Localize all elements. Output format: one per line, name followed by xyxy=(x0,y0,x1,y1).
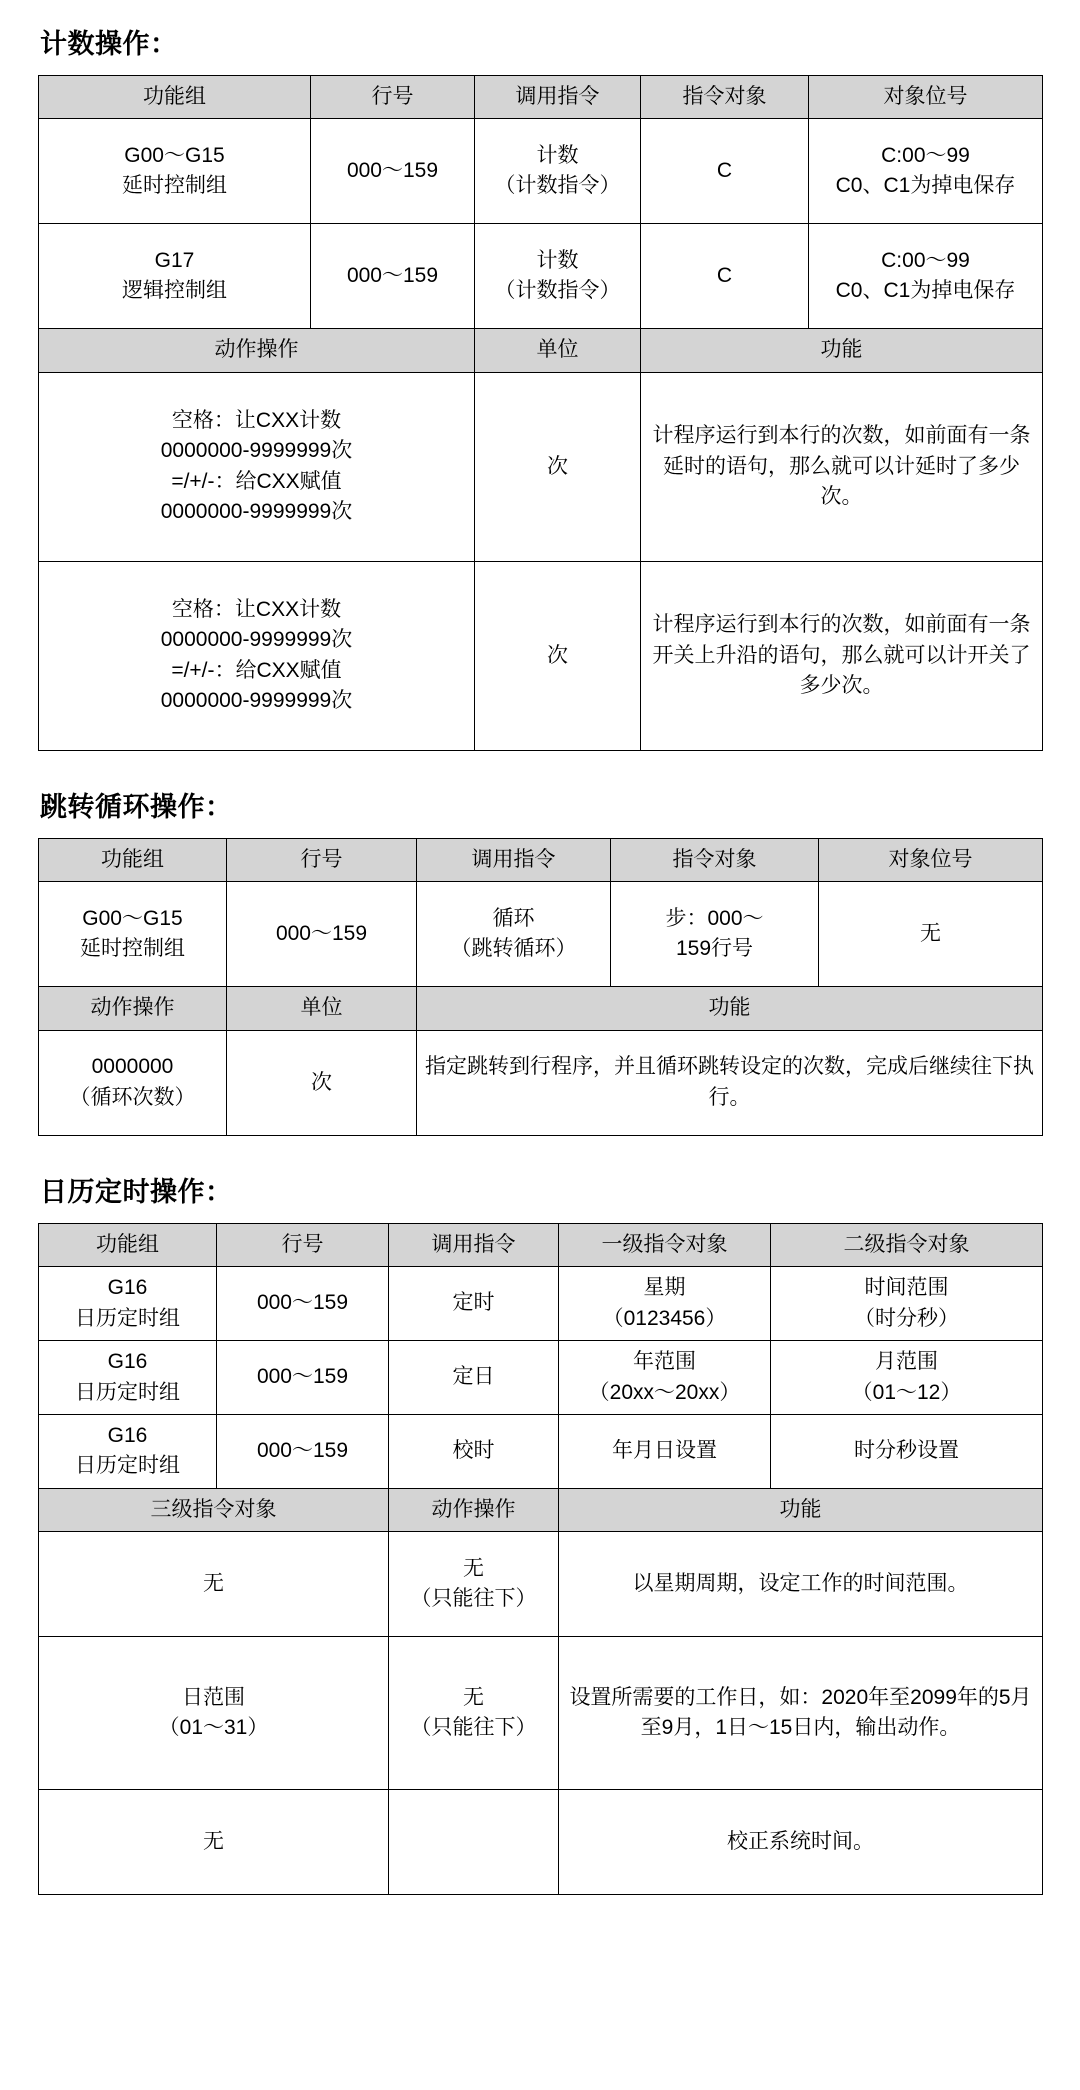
col-header-action: 动作操作 xyxy=(39,987,227,1030)
cell-function: 指定跳转到行程序，并且循环跳转设定的次数，完成后继续往下执行。 xyxy=(417,1030,1043,1135)
col-header-level3-object: 三级指令对象 xyxy=(39,1488,389,1531)
table-header-row xyxy=(39,838,1043,881)
cell-object-level2: 时分秒设置 xyxy=(771,1414,1043,1488)
cell-group: G17 逻辑控制组 xyxy=(39,224,311,329)
cell-function: 以星期周期，设定工作的时间范围。 xyxy=(559,1532,1043,1637)
table-row xyxy=(39,1341,1043,1415)
table-row xyxy=(39,1267,1043,1341)
table-header-row xyxy=(39,76,1043,119)
jump-loop-table xyxy=(38,838,1043,1136)
counting-table xyxy=(38,75,1043,751)
cell-bit: C:00～99 C0、C1为掉电保存 xyxy=(809,119,1043,224)
col-header-function-group: 功能组 xyxy=(39,838,227,881)
section-title-jump-loop: 跳转循环操作： xyxy=(40,791,233,822)
cell-line: 000～159 xyxy=(227,882,417,987)
col-header-line-number: 行号 xyxy=(217,1223,389,1266)
cell-action: 空格：让CXX计数 0000000-9999999次 =/+/-：给CXX赋值 0000000-9999999次 xyxy=(39,372,475,561)
cell-object: C xyxy=(641,119,809,224)
col-header-function-group: 功能组 xyxy=(39,76,311,119)
cell-line: 000～159 xyxy=(311,119,475,224)
table-subheader-row xyxy=(39,987,1043,1030)
cell-object-level1: 年月日设置 xyxy=(559,1414,771,1488)
cell-action xyxy=(389,1790,559,1895)
cell-instruction: 校时 xyxy=(389,1414,559,1488)
cell-group: G16 日历定时组 xyxy=(39,1267,217,1341)
col-header-line-number: 行号 xyxy=(311,76,475,119)
cell-instruction: 计数 （计数指令） xyxy=(475,119,641,224)
cell-function: 计程序运行到本行的次数，如前面有一条延时的语句，那么就可以计延时了多少次。 xyxy=(641,372,1043,561)
col-header-instruction-object: 指令对象 xyxy=(611,838,819,881)
cell-instruction: 计数 （计数指令） xyxy=(475,224,641,329)
cell-object-level2: 时间范围 （时分秒） xyxy=(771,1267,1043,1341)
cell-object-level1: 年范围 （20xx～20xx） xyxy=(559,1341,771,1415)
cell-unit: 次 xyxy=(475,372,641,561)
table-row xyxy=(39,561,1043,750)
table-row xyxy=(39,1790,1043,1895)
cell-instruction: 循环 （跳转循环） xyxy=(417,882,611,987)
cell-line: 000～159 xyxy=(311,224,475,329)
col-header-call-instruction: 调用指令 xyxy=(389,1223,559,1266)
cell-instruction: 定时 xyxy=(389,1267,559,1341)
cell-line: 000～159 xyxy=(217,1267,389,1341)
cell-unit: 次 xyxy=(475,561,641,750)
cell-instruction: 定日 xyxy=(389,1341,559,1415)
calendar-timer-table xyxy=(38,1223,1043,1896)
table-row xyxy=(39,1637,1043,1790)
cell-unit: 次 xyxy=(227,1030,417,1135)
table-subheader-row xyxy=(39,329,1043,372)
cell-object: 步：000～ 159行号 xyxy=(611,882,819,987)
table-row xyxy=(39,119,1043,224)
cell-function: 计程序运行到本行的次数，如前面有一条开关上升沿的语句，那么就可以计开关了多少次。 xyxy=(641,561,1043,750)
table-row xyxy=(39,1532,1043,1637)
col-header-line-number: 行号 xyxy=(227,838,417,881)
col-header-call-instruction: 调用指令 xyxy=(417,838,611,881)
col-header-level2-object: 二级指令对象 xyxy=(771,1223,1043,1266)
col-header-unit: 单位 xyxy=(475,329,641,372)
cell-line: 000～159 xyxy=(217,1341,389,1415)
col-header-function-group: 功能组 xyxy=(39,1223,217,1266)
section-title-calendar-timer: 日历定时操作： xyxy=(40,1176,233,1207)
col-header-object-bit: 对象位号 xyxy=(819,838,1043,881)
col-header-unit: 单位 xyxy=(227,987,417,1030)
cell-group: G00～G15 延时控制组 xyxy=(39,119,311,224)
section-jump-loop xyxy=(38,785,1042,1136)
cell-group: G16 日历定时组 xyxy=(39,1341,217,1415)
cell-object-level3: 日范围 （01～31） xyxy=(39,1637,389,1790)
cell-action: 无 （只能往下） xyxy=(389,1532,559,1637)
cell-object-level3: 无 xyxy=(39,1790,389,1895)
cell-object-level1: 星期 （0123456） xyxy=(559,1267,771,1341)
table-row xyxy=(39,882,1043,987)
table-header-row xyxy=(39,1223,1043,1266)
table-row xyxy=(39,224,1043,329)
col-header-level1-object: 一级指令对象 xyxy=(559,1223,771,1266)
col-header-action: 动作操作 xyxy=(389,1488,559,1531)
cell-action: 无 （只能往下） xyxy=(389,1637,559,1790)
cell-action: 空格：让CXX计数 0000000-9999999次 =/+/-：给CXX赋值 0000000-9999999次 xyxy=(39,561,475,750)
section-counting xyxy=(38,22,1042,751)
col-header-instruction-object: 指令对象 xyxy=(641,76,809,119)
cell-function: 设置所需要的工作日，如：2020年至2099年的5月至9月，1日～15日内，输出动作。 xyxy=(559,1637,1043,1790)
cell-object-level3: 无 xyxy=(39,1532,389,1637)
cell-group: G16 日历定时组 xyxy=(39,1414,217,1488)
cell-bit: C:00～99 C0、C1为掉电保存 xyxy=(809,224,1043,329)
table-row xyxy=(39,1414,1043,1488)
table-subheader-row xyxy=(39,1488,1043,1531)
cell-function: 校正系统时间。 xyxy=(559,1790,1043,1895)
col-header-function: 功能 xyxy=(641,329,1043,372)
cell-object-level2: 月范围 （01～12） xyxy=(771,1341,1043,1415)
col-header-action: 动作操作 xyxy=(39,329,475,372)
col-header-call-instruction: 调用指令 xyxy=(475,76,641,119)
cell-line: 000～159 xyxy=(217,1414,389,1488)
cell-bit: 无 xyxy=(819,882,1043,987)
col-header-function: 功能 xyxy=(559,1488,1043,1531)
section-title-counting: 计数操作： xyxy=(40,29,178,59)
col-header-function: 功能 xyxy=(417,987,1043,1030)
cell-object: C xyxy=(641,224,809,329)
cell-action: 0000000 （循环次数） xyxy=(39,1030,227,1135)
table-row xyxy=(39,1030,1043,1135)
cell-group: G00～G15 延时控制组 xyxy=(39,882,227,987)
col-header-object-bit: 对象位号 xyxy=(809,76,1043,119)
table-row xyxy=(39,372,1043,561)
section-calendar-timer xyxy=(38,1170,1042,1896)
